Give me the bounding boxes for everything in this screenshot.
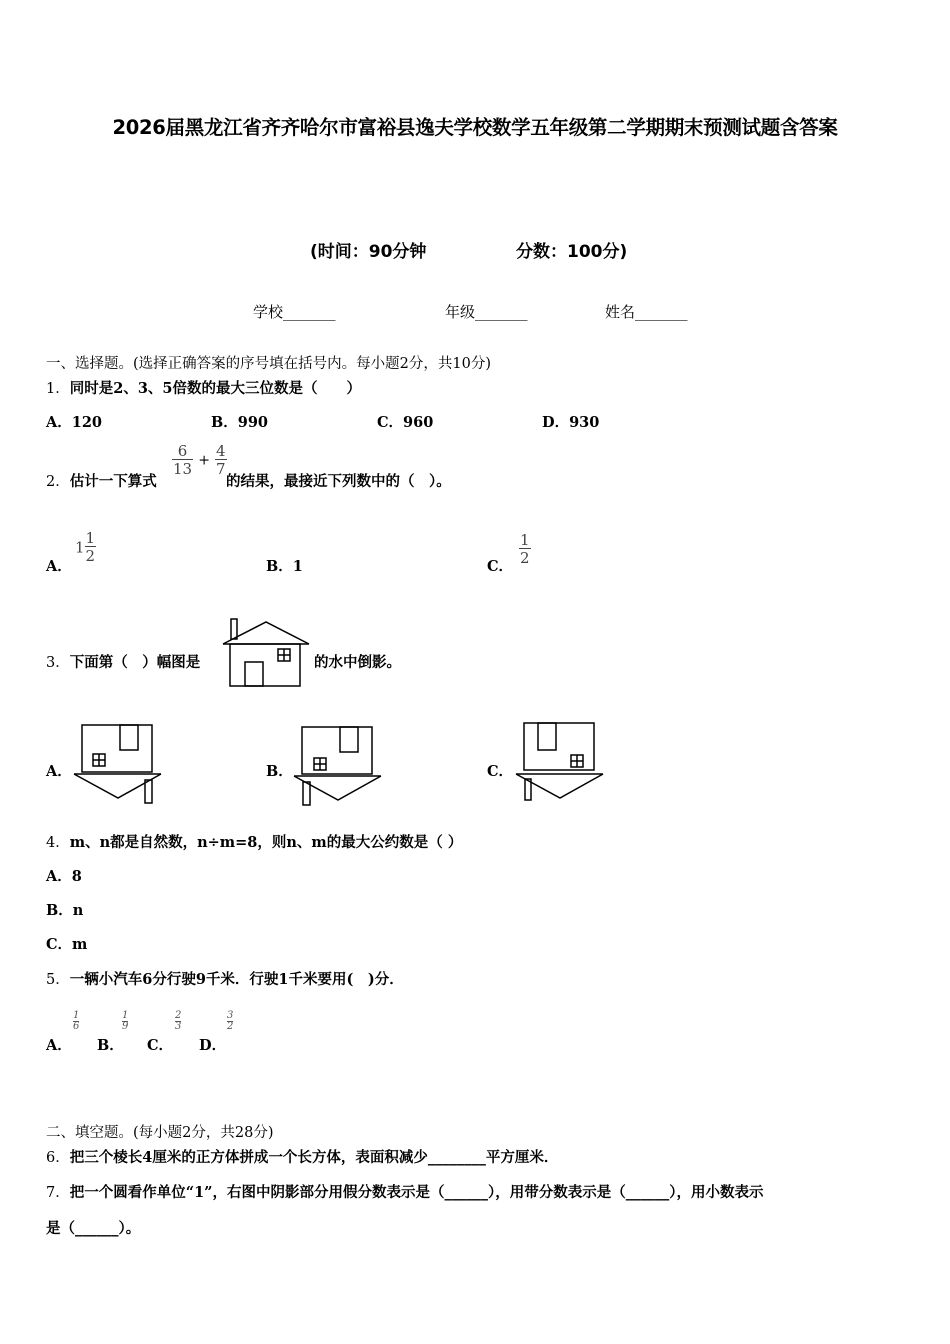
question-text-before: 下面第（ ）幅图是	[69, 654, 201, 671]
q4-option-c: C．m	[46, 936, 88, 953]
q5-option-c-label: C．	[147, 1037, 174, 1054]
question-text: 把一个圆看作单位“1”，右图中阴影部分用假分数表示是（______），用带分数表示是（______），用小数表示	[69, 1184, 764, 1201]
q2-option-c-frac	[519, 533, 531, 566]
question-7	[46, 1181, 764, 1202]
exam-time: (时间：90分钟	[310, 242, 427, 262]
grade-field: 年级_______	[445, 303, 528, 321]
q1-option-d: D．930	[542, 414, 600, 431]
question-text-after: 的水中倒影。	[314, 654, 401, 671]
q3-option-c-label: C．	[487, 763, 514, 780]
q3-option-a-label: A．	[46, 763, 72, 780]
q2-expression	[172, 444, 227, 477]
question-number: 7．	[46, 1185, 70, 1201]
question-text-after: 的结果，最接近下列数中的（ ）。	[226, 473, 451, 490]
question-5	[46, 968, 404, 989]
section1-heading: 一、选择题。(选择正确答案的序号填在括号内。每小题2分，共10分)	[46, 356, 491, 372]
question-number: 5．	[46, 972, 70, 988]
question-number: 6．	[46, 1150, 70, 1166]
q5-option-d-label: D．	[199, 1037, 227, 1054]
q4-option-a: A．8	[46, 868, 82, 885]
reflection-c-figure	[516, 722, 606, 804]
fraction: $\frac{1}{2}$	[85, 529, 96, 565]
school-field: 学校_______	[253, 303, 336, 321]
fraction: $\frac{4}{7}$	[216, 442, 226, 478]
name-field: 姓名_______	[605, 303, 688, 321]
q3-option-b-label: B．	[266, 763, 293, 780]
question-text: 同时是2、3、5倍数的最大三位数是（ ）	[69, 380, 362, 397]
q5-option-b-label: B．	[97, 1037, 124, 1054]
question-number: 4．	[46, 835, 70, 851]
q2-option-a-mixed	[75, 531, 96, 564]
q2-option-b: B．1	[266, 558, 303, 575]
section2-heading: 二、填空题。(每小题2分，共28分)	[46, 1125, 274, 1141]
q5-option-a-label: A．	[46, 1037, 72, 1054]
q5-option-b-frac: 1 9	[122, 1010, 129, 1032]
q1-option-a: A．120	[46, 414, 103, 431]
q1-option-b: B．990	[211, 414, 269, 431]
exam-score: 分数：100分)	[516, 242, 628, 262]
question-4	[46, 831, 462, 852]
q5-option-a-frac: 1 6	[73, 1010, 80, 1032]
question-number: 1．	[46, 381, 70, 397]
whole-number: 1	[75, 538, 85, 557]
question-7-continued: 是（______）。	[46, 1220, 141, 1237]
reflection-a-figure	[74, 724, 164, 806]
page-title: 2026届黑龙江省齐齐哈尔市富裕县逸夫学校数学五年级第二学期期末预测试题含答案	[112, 116, 838, 139]
fraction: $\frac{6}{13}$	[173, 442, 193, 478]
q1-option-c: C．960	[377, 414, 434, 431]
question-text-before: 估计一下算式	[69, 473, 157, 490]
question-text: 把三个棱长4厘米的正方体拼成一个长方体，表面积减少________平方厘米．	[69, 1149, 559, 1166]
question-text: 一辆小汽车6分行驶9千米．行驶1千米要用( )分．	[69, 971, 404, 988]
question-1	[46, 377, 361, 398]
fraction: $\frac{1}{2}$	[520, 531, 530, 567]
q2-lead	[46, 470, 157, 491]
q4-option-b: B．n	[46, 902, 84, 919]
q5-option-d-frac: 3 2	[227, 1010, 234, 1032]
plus-sign: +	[198, 452, 210, 469]
question-number: 2．	[46, 474, 70, 490]
q2-option-a-label: A．	[46, 558, 72, 575]
house-figure	[222, 618, 312, 688]
q2-option-c-label: C．	[487, 558, 514, 575]
question-6	[46, 1146, 558, 1167]
q3-lead	[46, 651, 200, 672]
question-number: 3．	[46, 655, 70, 671]
q5-option-c-frac: 2 3	[175, 1010, 182, 1032]
question-text: m、n都是自然数，n÷m=8，则n、m的最大公约数是（ ）	[69, 834, 463, 851]
reflection-b-figure	[294, 726, 384, 808]
